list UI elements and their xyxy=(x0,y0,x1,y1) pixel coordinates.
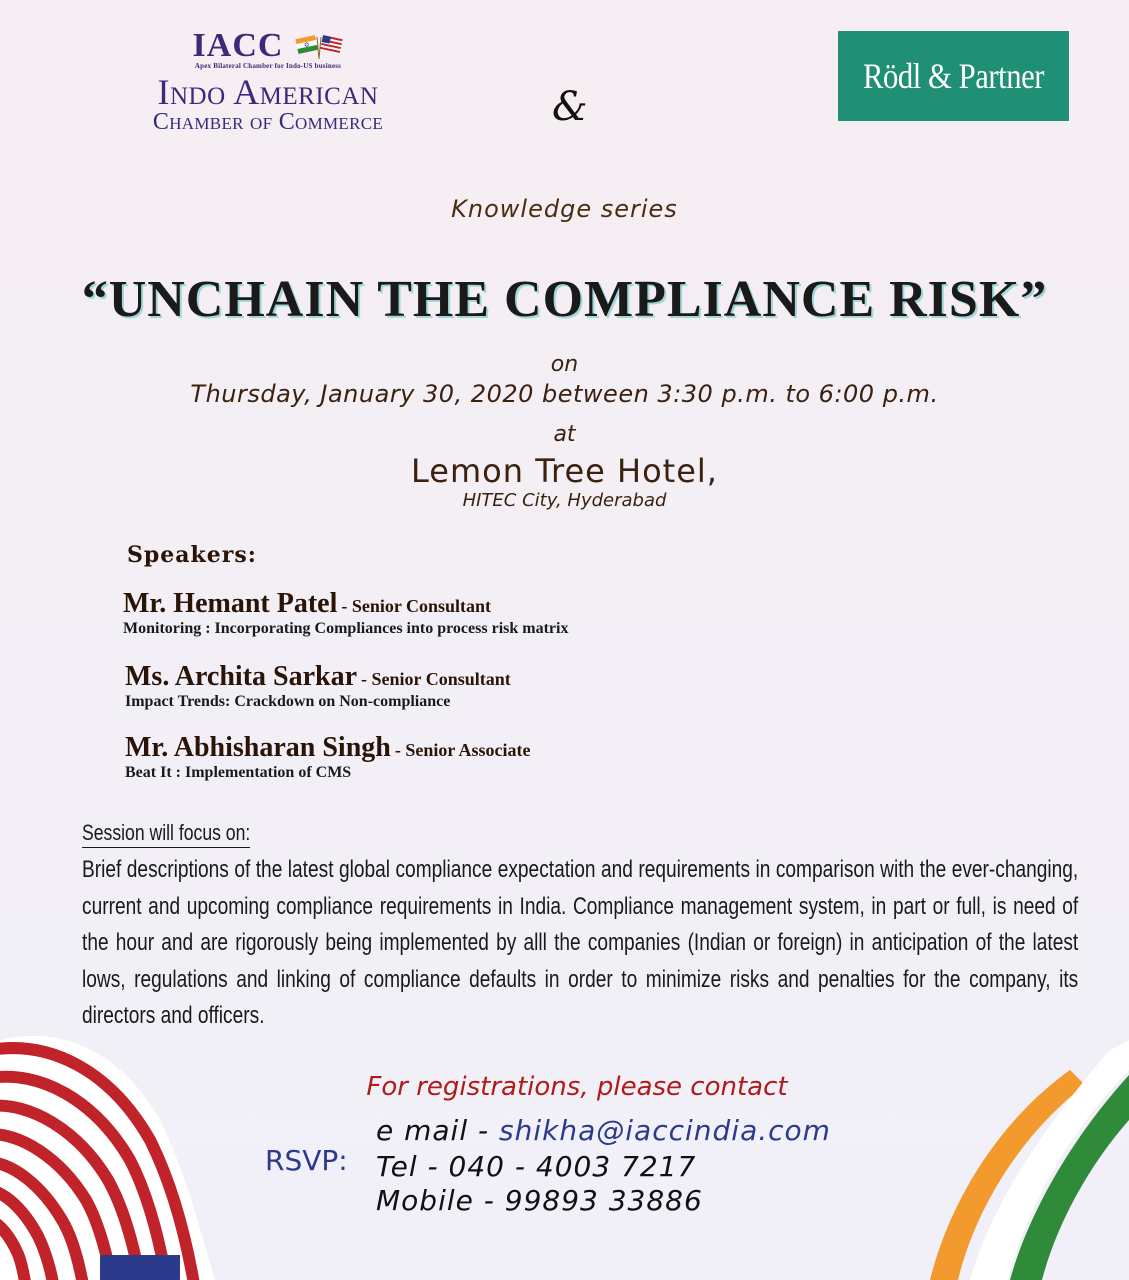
session-description: Brief descriptions of the latest global compliance expectation and requirements in comparison with the ever-changing, current and upcoming compliance requirements in India. Compliance management system, in part or full, is need of the hour and are rigorously being implemented by alll the companies (Indian or foreign) in anticipation of the latest lows, regulations and linking of compliance defaults in order to minimize risks and penalties for the company, its directors and officers. xyxy=(82,856,1079,1029)
email-label: e mail - xyxy=(376,1114,500,1147)
iacc-logo xyxy=(108,28,428,134)
email-link[interactable]: shikha@iaccindia.com xyxy=(499,1114,831,1147)
iacc-tagline: Apex Bilateral Chamber for Indo-US business xyxy=(194,62,342,70)
speaker-name: Ms. Archita Sarkar xyxy=(125,661,358,692)
event-title: “UNCHAIN THE COMPLIANCE RISK” xyxy=(81,271,1048,328)
session-heading: Session will focus on: xyxy=(82,820,250,848)
rodl-partner-text: Rödl & Partner xyxy=(862,56,1045,96)
registration-heading: For registrations, please contact xyxy=(366,1072,788,1102)
speaker-role: - Senior Associate xyxy=(394,740,531,760)
rodl-partner-logo xyxy=(838,31,1069,121)
iacc-name-line1: Indo American xyxy=(157,72,379,112)
contact-tel: Tel - 040 - 4003 7217 xyxy=(376,1150,697,1183)
speakers-heading: Speakers: xyxy=(127,542,257,568)
speaker-role: - Senior Consultant xyxy=(341,596,492,616)
ampersand: & xyxy=(552,84,588,130)
on-label: on xyxy=(550,352,579,377)
speaker-item xyxy=(125,732,531,782)
speaker-topic: Beat It : Implementation of CMS xyxy=(125,764,352,781)
rsvp-label: RSVP: xyxy=(265,1144,348,1177)
at-label: at xyxy=(553,422,576,447)
speaker-name: Mr. Hemant Patel xyxy=(123,588,338,619)
iacc-name-line2: Chamber of Commerce xyxy=(152,109,384,135)
speaker-topic: Impact Trends: Crackdown on Non-compliance xyxy=(125,693,451,710)
event-venue: Lemon Tree Hotel, xyxy=(411,452,718,490)
contact-mobile: Mobile - 99893 33886 xyxy=(376,1184,703,1217)
speaker-name: Mr. Abhisharan Singh xyxy=(125,732,391,763)
us-flag-decoration-icon xyxy=(0,1030,230,1280)
series-label: Knowledge series xyxy=(451,195,678,223)
event-date-time: Thursday, January 30, 2020 between 3:30 p.m. to 6:00 p.m. xyxy=(190,380,939,408)
speaker-role: - Senior Consultant xyxy=(361,669,511,689)
contact-email-line xyxy=(376,1114,831,1147)
speaker-item xyxy=(123,588,568,638)
event-venue-location: HITEC City, Hyderabad xyxy=(462,490,667,511)
iacc-acronym: IACC xyxy=(192,27,284,64)
india-us-flags-icon xyxy=(295,31,343,61)
speaker-item xyxy=(125,661,511,711)
india-flag-decoration-icon xyxy=(910,1030,1129,1280)
speaker-topic: Monitoring : Incorporating Compliances into process risk matrix xyxy=(123,620,569,637)
